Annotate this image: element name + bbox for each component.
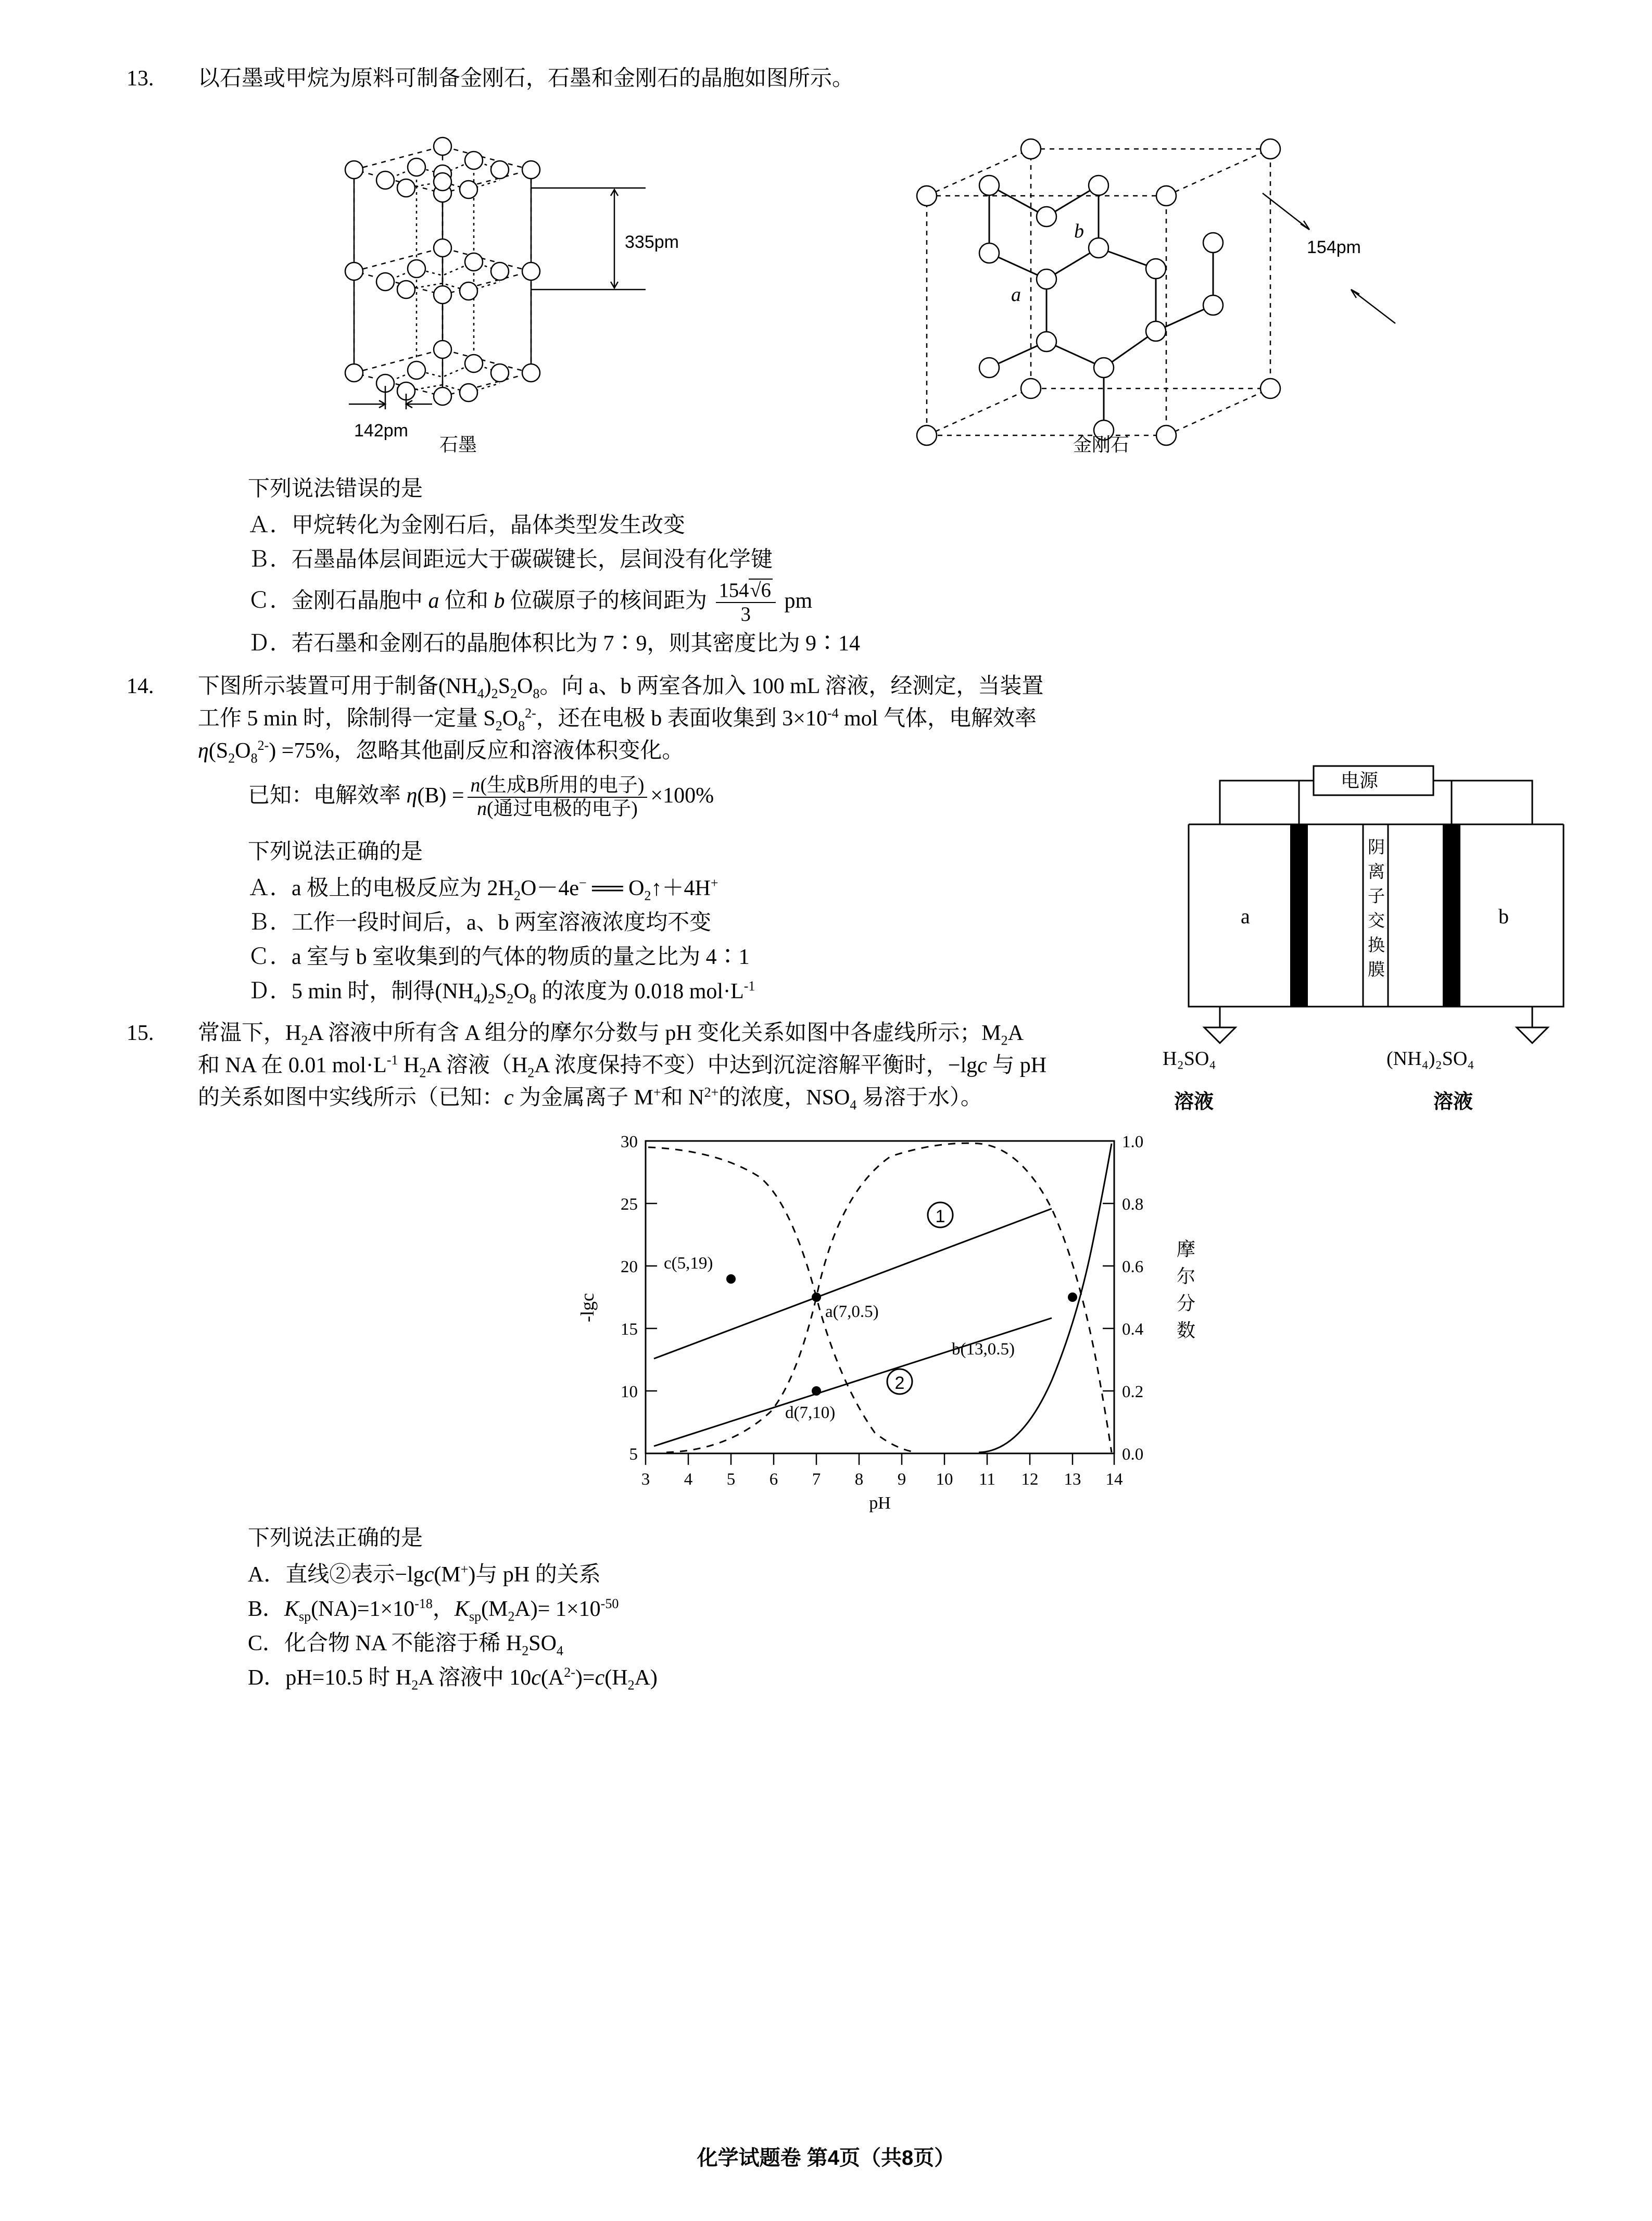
- chart-xlabel: pH: [869, 1493, 891, 1513]
- svg-text:摩: 摩: [1177, 1238, 1196, 1260]
- question-14-stem-line1: 下图所示装置可用于制备$(NH_4)_2S_2O_8$。向 a、b 两室各加入 100 mL 溶液，经测定，当装置: [198, 674, 1044, 701]
- choice-13-C: Ｃ．金刚石晶胞中 a 位和 b 位碳原子的核间距为 $\frac{154√6}{3}$ pm: [248, 579, 813, 626]
- series-line-2: [654, 1318, 1052, 1446]
- question-15-choices: [198, 1558, 1522, 1695]
- label-154pm: 154pm: [1307, 237, 1361, 257]
- svg-text:子: 子: [1368, 886, 1385, 906]
- right-solution-sub: 溶液: [1433, 1090, 1473, 1113]
- label-142pm: 142pm: [354, 421, 408, 441]
- power-source-label: 电源: [1341, 769, 1379, 791]
- label-b: b: [1074, 220, 1084, 242]
- right-solution-label: (NH₄)₂SO₄: [1386, 1047, 1474, 1070]
- svg-text:30: 30: [621, 1132, 638, 1151]
- series-curve-a2: [979, 1144, 1112, 1452]
- electrode-b-label: b: [1498, 904, 1509, 928]
- choice-13-D: Ｄ．若石墨和金刚石的晶胞体积比为 7∶9，则其密度比为 9∶14: [248, 631, 861, 656]
- svg-text:交: 交: [1368, 910, 1385, 930]
- svg-text:14: 14: [1105, 1470, 1123, 1489]
- question-14-known: 已知：电解效率 η(B) = $\frac{\text{n(生成B所用的电子)}}{\text{n(通过电极的电子)}}$ ×100%: [248, 774, 714, 820]
- question-14-stem-line2: 工作 5 min 时，除制得一定量 $S_2O_8^{2-}$，还在电极 b 表面收集到 $3\times 10^{-4}$ mol 气体，电解效率: [198, 705, 1037, 734]
- question-15-lead: 下列说法正确的是: [248, 1526, 423, 1550]
- svg-text:0.8: 0.8: [1122, 1195, 1144, 1214]
- point-a: [812, 1293, 821, 1302]
- question-15-number: 15.: [127, 1021, 154, 1045]
- series-curve-ha: [666, 1143, 1112, 1452]
- question-13-choices: [198, 508, 1522, 661]
- svg-text:数: 数: [1177, 1319, 1196, 1341]
- svg-text:0.6: 0.6: [1122, 1257, 1144, 1276]
- question-15-stem-line3: 的关系如图中实线所示（已知：c 为金属离子 M+和 $N^{2+}$的浓度，$NSO_4$ 易溶于水）。: [198, 1084, 982, 1113]
- question-14-number: 14.: [127, 674, 154, 698]
- question-13-stem: 以石墨或甲烷为原料可制备金刚石，石墨和金刚石的晶胞如图所示。: [198, 67, 854, 91]
- membrane-label: [1368, 837, 1385, 979]
- svg-text:0.0: 0.0: [1122, 1445, 1144, 1464]
- series-line-1: [654, 1206, 1052, 1359]
- svg-text:11: 11: [979, 1470, 995, 1489]
- svg-text:膜: 膜: [1368, 959, 1385, 979]
- svg-text:尔: 尔: [1177, 1265, 1196, 1287]
- choice-14-C: Ｃ．a 室与 b 室收集到的气体的物质的量之比为 4∶1: [248, 945, 750, 969]
- svg-text:6: 6: [769, 1470, 778, 1489]
- svg-text:9: 9: [897, 1470, 906, 1489]
- choice-15-C: C．化合物 NA 不能溶于稀 $H_2SO_4$: [248, 1631, 563, 1659]
- svg-text:5: 5: [629, 1445, 638, 1464]
- annotation-c: c(5,19): [664, 1253, 713, 1273]
- figure-mole-fraction-chart: [198, 1120, 1522, 1516]
- svg-text:0.4: 0.4: [1122, 1320, 1144, 1339]
- label-line-2: 2: [894, 1373, 905, 1393]
- svg-text:0.2: 0.2: [1122, 1382, 1144, 1401]
- choice-14-D: Ｄ．5 min 时，制得$(NH_4)_2S_2O_8$ 的浓度为 0.018 $mol\cdot L^{-1}$: [248, 978, 755, 1007]
- left-solution-label: H₂SO₄: [1163, 1047, 1216, 1070]
- question-13-lead: 下列说法错误的是: [248, 477, 423, 501]
- question-15-stem-line2: 和 NA 在 0.01 $mol\cdot L^{-1}$ $H_2A$ 溶液（$H_2A$ 浓度保持不变）中达到沉淀溶解平衡时，−lgc 与 pH: [198, 1052, 1047, 1081]
- point-b: [1068, 1293, 1077, 1302]
- svg-text:离: 离: [1368, 861, 1385, 881]
- svg-text:4: 4: [684, 1470, 693, 1489]
- question-14-choices: [198, 871, 1135, 1009]
- question-13-number: 13.: [127, 67, 154, 91]
- series-curve-h2a: [648, 1147, 916, 1452]
- question-14-lead: 下列说法正确的是: [248, 839, 423, 864]
- svg-text:8: 8: [854, 1470, 864, 1489]
- label-335pm: 335pm: [625, 232, 679, 252]
- caption-graphite: 石墨: [439, 434, 477, 455]
- choice-13-A: Ａ．甲烷转化为金刚石后，晶体类型发生改变: [248, 513, 686, 537]
- svg-text:阴: 阴: [1368, 837, 1385, 857]
- question-15-stem-line1: 常温下，$H_2A$ 溶液中所有含 A 组分的摩尔分数与 pH 变化关系如图中各虚线所示；$M_2A$: [198, 1021, 1024, 1048]
- annotation-a: a(7,0.5): [825, 1302, 879, 1321]
- svg-text:13: 13: [1064, 1470, 1081, 1489]
- svg-text:20: 20: [621, 1257, 638, 1276]
- caption-diamond: 金刚石: [1073, 434, 1129, 455]
- electrode-a-label: a: [1241, 904, 1250, 928]
- point-d: [812, 1386, 821, 1396]
- page-footer: 化学试题卷 第4页（共8页）: [697, 2147, 955, 2169]
- svg-text:10: 10: [936, 1470, 953, 1489]
- chart-ylabel: -lgc: [577, 1293, 598, 1322]
- svg-text:5: 5: [726, 1470, 736, 1489]
- choice-14-A: Ａ．a 极上的电极反应为 $2H_2O-4e^-$ ══ $O_2↑+4H^+$: [248, 875, 718, 904]
- svg-text:10: 10: [621, 1382, 638, 1401]
- question-13: [127, 62, 1522, 661]
- annotation-b: b(13,0.5): [952, 1339, 1015, 1359]
- svg-text:换: 换: [1368, 935, 1385, 955]
- annotation-d: d(7,10): [785, 1403, 836, 1422]
- label-line-1: 1: [935, 1206, 945, 1226]
- choice-13-B: Ｂ．石墨晶体层间距远大于碳碳键长，层间没有化学键: [248, 548, 773, 572]
- question-15: [127, 1017, 1522, 1695]
- svg-text:7: 7: [812, 1470, 821, 1489]
- choice-14-B: Ｂ．工作一段时间后，a、b 两室溶液浓度均不变: [248, 910, 712, 935]
- choice-15-D: D．pH=10.5 时 $H_2A$ 溶液中 $10c(A^{2-})=c(H_2A)$: [248, 1664, 658, 1693]
- svg-text:12: 12: [1021, 1470, 1039, 1489]
- figure-crystal-cells: [198, 97, 1522, 472]
- svg-text:1.0: 1.0: [1122, 1132, 1144, 1151]
- svg-text:25: 25: [621, 1195, 638, 1214]
- point-c: [726, 1274, 736, 1284]
- svg-text:3: 3: [641, 1470, 650, 1489]
- choice-15-A: A．直线②表示−lgc(M+)与 pH 的关系: [248, 1561, 601, 1587]
- svg-text:分: 分: [1177, 1292, 1196, 1314]
- chart-y2label: [1177, 1238, 1195, 1341]
- svg-text:15: 15: [621, 1320, 638, 1339]
- left-solution-sub: 溶液: [1174, 1090, 1214, 1113]
- label-a: a: [1011, 284, 1021, 306]
- question-14-stem-line3: $\eta(S_2O_8^{2-}) =75\%$，忽略其他副反应和溶液体积变化。: [198, 737, 684, 766]
- choice-15-B: B．$K_{sp}(NA)=1\times 10^{-18}$，$K_{sp}(M_2A)= 1\times 10^{-50}$: [248, 1596, 619, 1624]
